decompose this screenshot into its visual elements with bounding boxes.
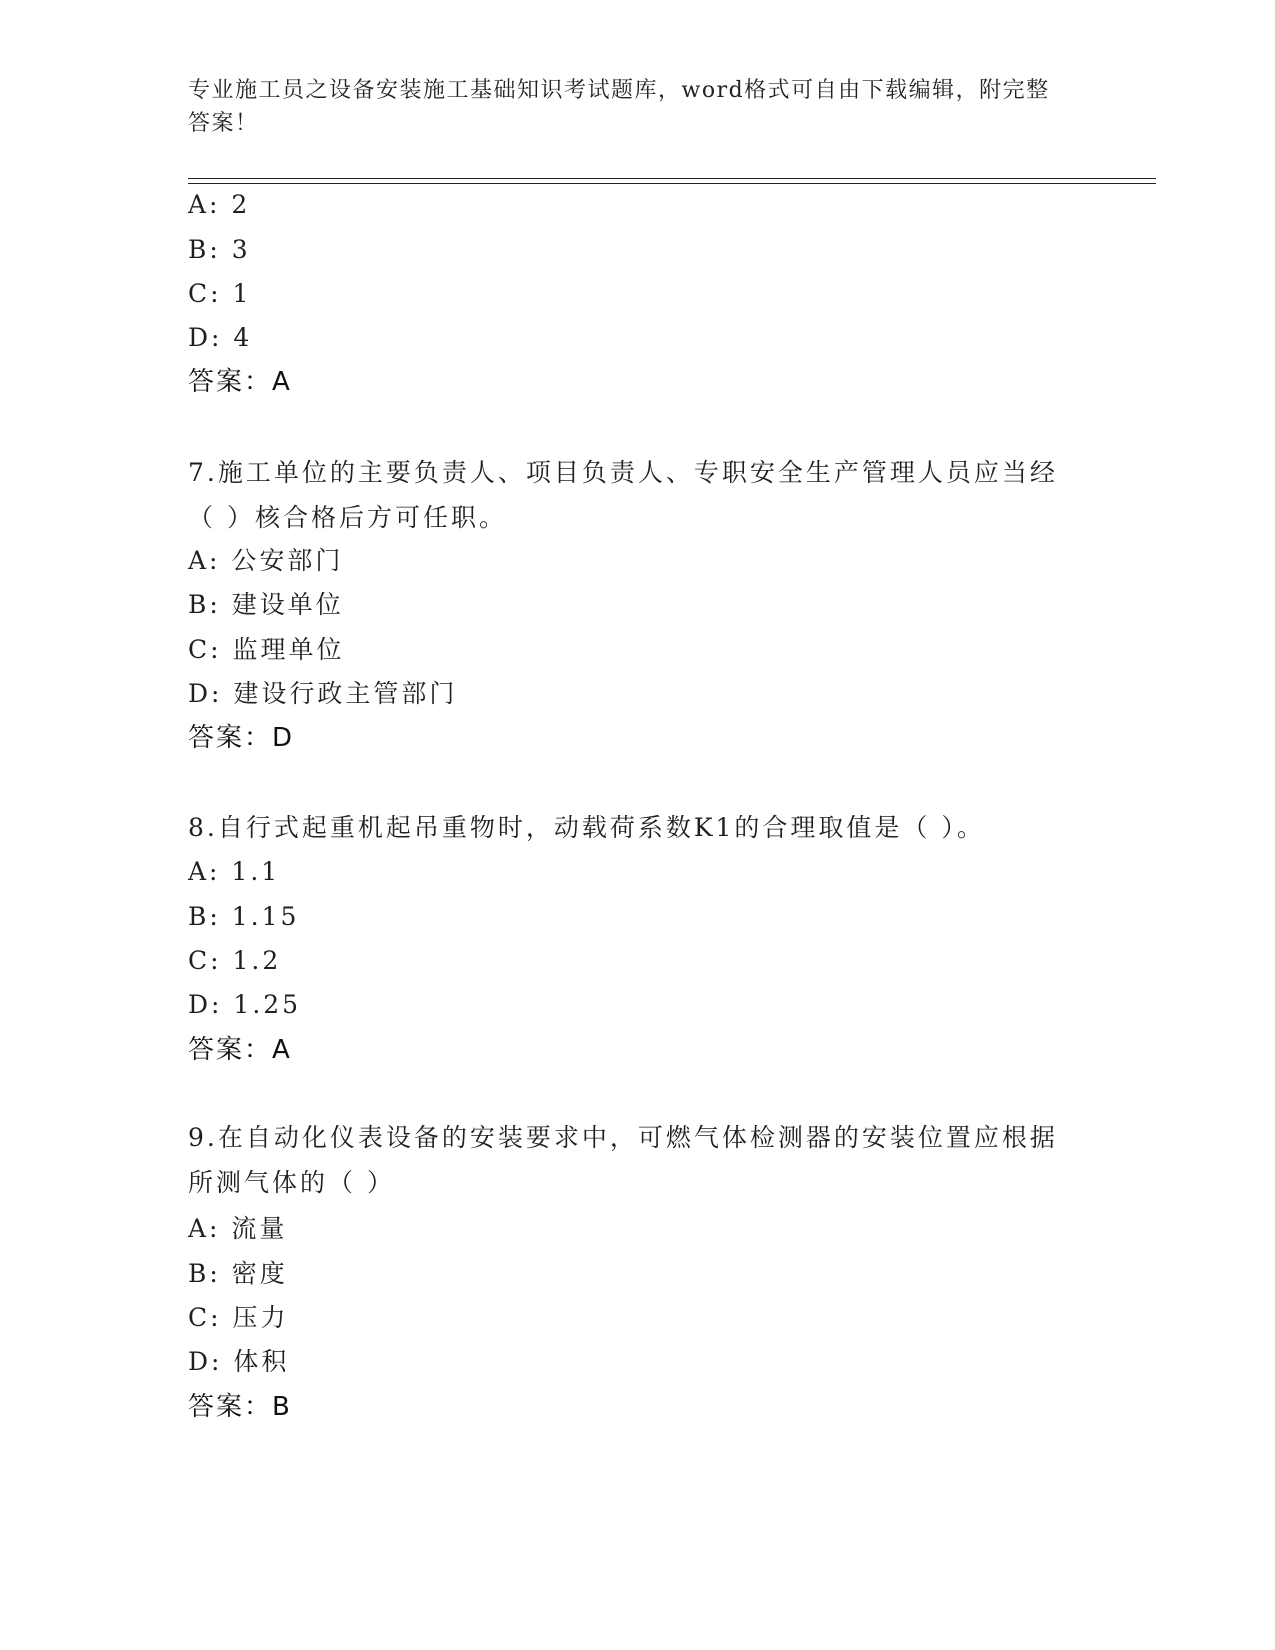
q6-answer: 答案：A xyxy=(188,367,292,397)
q9-option-c: C: 压力 xyxy=(188,1303,289,1332)
header-divider-bottom xyxy=(188,183,1156,184)
q8-option-d: D: 1.25 xyxy=(188,990,302,1019)
q6-option-d: D: 4 xyxy=(188,323,253,352)
q9-option-d: D: 体积 xyxy=(188,1347,290,1376)
q7-answer: 答案：D xyxy=(188,723,295,753)
q7-question: 7.施工单位的主要负责人、项目负责人、专职安全生产管理人员应当经（ ）核合格后方可任职。 xyxy=(188,458,1058,532)
q7-option-a: A: 公安部门 xyxy=(188,546,344,575)
q6-option-a: A: 2 xyxy=(188,190,251,219)
q8-answer: 答案：A xyxy=(188,1035,292,1065)
q9-option-b: B: 密度 xyxy=(188,1259,288,1288)
q8-option-b: B: 1.15 xyxy=(188,902,300,931)
q9-question: 9.在自动化仪表设备的安装要求中，可燃气体检测器的安装位置应根据所测气体的（ ） xyxy=(188,1123,1058,1197)
q7-option-c: C: 监理单位 xyxy=(188,635,345,664)
q8-option-a: A: 1.1 xyxy=(188,857,281,886)
q6-option-b: B: 3 xyxy=(188,235,251,264)
q7-option-b: B: 建设单位 xyxy=(188,590,344,619)
q9-option-a: A: 流量 xyxy=(188,1214,288,1243)
header-divider-top xyxy=(188,178,1156,179)
q7-option-d: D: 建设行政主管部门 xyxy=(188,679,458,708)
q6-option-c: C: 1 xyxy=(188,279,252,308)
q8-question: 8.自行式起重机起吊重物时，动载荷系数K1的合理取值是（ ）。 xyxy=(188,813,985,842)
document-intro: 专业施工员之设备安装施工基础知识考试题库，word格式可自由下载编辑，附完整答案！ xyxy=(188,78,1050,136)
q8-option-c: C: 1.2 xyxy=(188,946,282,975)
q9-answer: 答案：B xyxy=(188,1392,292,1422)
